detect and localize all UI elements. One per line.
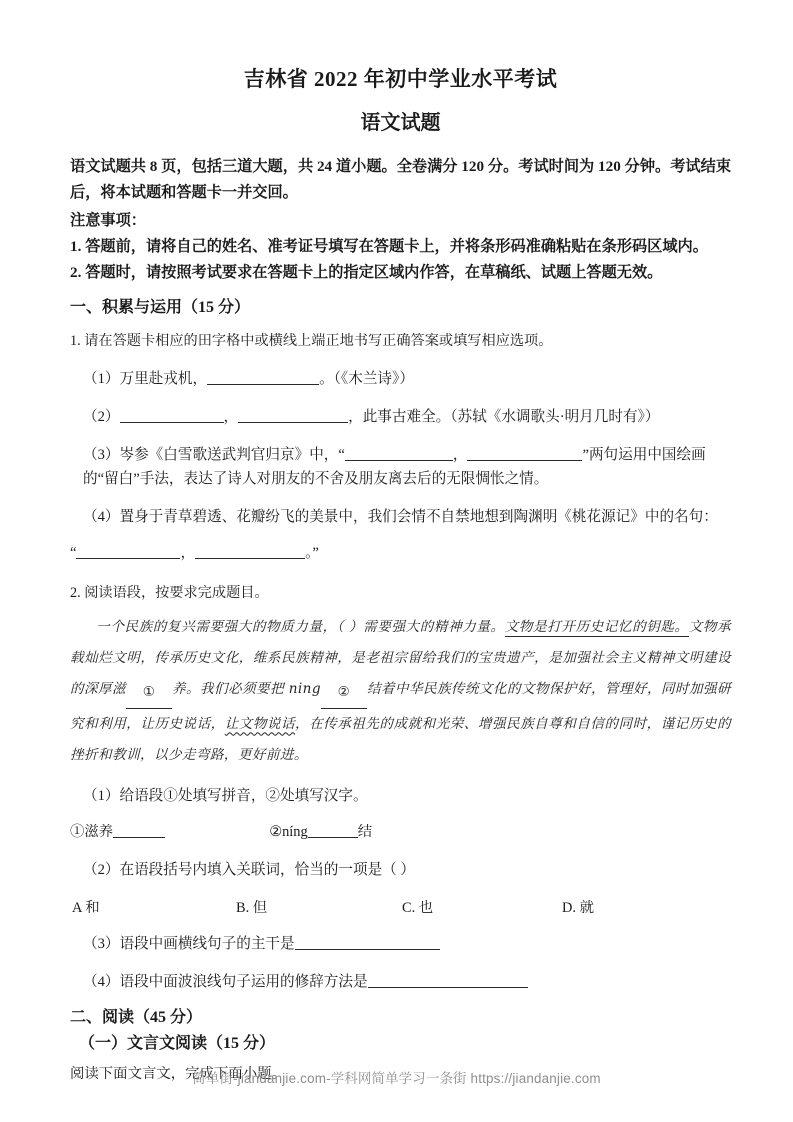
passage-part-4: 结着中华民族传统文化的文物保护好，管理好，同时加强研究和利用，让历史说话， xyxy=(70,681,731,733)
passage-part-1: 一个民族的复兴需要强大的物质力量，（ ）需要强大的精神力量。 xyxy=(96,619,505,636)
exam-intro-text: 语文试题共 8 页，包括三道大题，共 24 道小题。全卷满分 120 分。考试时间为 120 分钟。考试结束后，将本试题和答题卡一并交回。 xyxy=(70,157,731,201)
answer-blank[interactable] xyxy=(76,558,180,559)
question-2-sub-2: （2）在语段括号内填入关联词，恰当的一项是（ ） xyxy=(83,861,416,878)
q1-item1-suffix: 。（《木兰诗》） xyxy=(319,370,414,387)
passage-part-3: 养。我们必须要把 ning xyxy=(172,681,321,698)
section-two-sub-heading: （一）文言文阅读（15 分） xyxy=(79,1035,276,1053)
notice-item-1: 1. 答题前，请将自己的姓名、准考证号填写在答题卡上，并将条形码准确粘贴在条形码区域内。 xyxy=(70,237,708,255)
question-2-sub-3 xyxy=(70,933,731,956)
answer-blank[interactable] xyxy=(113,837,165,838)
passage-underlined-sentence: 文物是打开历史记忆的钥匙。 xyxy=(504,619,689,636)
answer-blank[interactable] xyxy=(295,949,440,950)
fill-2-label: ②níng xyxy=(269,823,308,840)
question-1-item-2 xyxy=(70,406,731,429)
question-1-stem: 1. 请在答题卡相应的田字格中或横线上端正地书写正确答案或填写相应选项。 xyxy=(70,332,553,349)
q1-item4-stem: （4）置身于青草碧透、花瓣纷飞的美景中，我们会情不自禁地想到陶渊明《桃花源记》中的名句： xyxy=(83,508,718,525)
question-2-options xyxy=(70,896,731,918)
question-1-item-4 xyxy=(70,506,731,529)
option-c[interactable]: C. 也 xyxy=(402,899,434,916)
section-two-heading: 二、阅读（45 分） xyxy=(70,1008,203,1026)
q1-item4-quote-close: 。” xyxy=(305,545,319,562)
footer-watermark: 简单街-jiandanjie.com-学科网简单学习一条街 https://jiandanjie.com xyxy=(192,1071,601,1086)
question-1-item-4-blanks xyxy=(70,542,731,565)
notice-item-2: 2. 答题时，请按照考试要求在答题卡上的指定区域内作答，在草稿纸、试题上答题无效。 xyxy=(70,264,663,282)
q1-item3-prefix: （3）岑参《白雪歌送武判官归京》中，“ xyxy=(83,447,345,464)
answer-blank[interactable] xyxy=(308,837,358,838)
question-2-sub-4 xyxy=(70,971,731,994)
q1-item2-suffix: ，此事古难全。（苏轼《水调歌头·明月几时有》） xyxy=(348,408,660,425)
q1-item4-quote-open: “ xyxy=(70,545,77,562)
q1-item1-prefix: （1）万里赴戎机， xyxy=(83,370,208,387)
q1-item3-suffix: ”两句运用中国绘画的“留白”手法，表达了诗人对朋友的不舍及朋友离去后的无限惆怅之情。 xyxy=(83,447,706,487)
q1-item4-mid: ， xyxy=(180,545,196,562)
option-d[interactable]: D. 就 xyxy=(562,899,594,916)
answer-blank[interactable] xyxy=(467,460,582,461)
answer-blank[interactable] xyxy=(195,558,305,559)
question-2-stem: 2. 阅读语段，按要求完成题目。 xyxy=(70,584,269,601)
page-title: 吉林省 2022 年初中学业水平考试 xyxy=(243,67,558,91)
section-one-heading: 一、积累与运用（15 分） xyxy=(70,299,251,317)
answer-blank[interactable] xyxy=(207,384,319,385)
q1-item2-prefix: （2） xyxy=(83,408,120,425)
passage-blank-1[interactable]: ① xyxy=(126,677,172,709)
option-b[interactable]: B. 但 xyxy=(236,899,268,916)
fill-2-suffix: 结 xyxy=(357,823,373,840)
passage-blank-2[interactable]: ② xyxy=(321,677,367,709)
question-1-item-3 xyxy=(70,444,731,491)
answer-blank[interactable] xyxy=(345,460,453,461)
q1-item2-mid: ， xyxy=(223,408,239,425)
option-a[interactable]: A 和 xyxy=(72,899,100,916)
answer-blank[interactable] xyxy=(368,987,528,988)
answer-blank[interactable] xyxy=(120,422,224,423)
passage-wavy-sentence: 让文物说话 xyxy=(224,716,296,733)
question-2-sub-1: （1）给语段①处填写拼音，②处填写汉字。 xyxy=(83,788,368,805)
section-two-instruction: 阅读下面文言文，完成下面小题。 xyxy=(70,1065,286,1082)
answer-blank[interactable] xyxy=(238,422,348,423)
q1-item3-mid: ， xyxy=(452,447,468,464)
fill-1-label: ①滋养 xyxy=(70,823,114,840)
page-subtitle: 语文试题 xyxy=(360,111,441,134)
question-2-passage xyxy=(70,612,731,771)
notice-heading: 注意事项： xyxy=(70,211,146,229)
q2-sub3-text: （3）语段中画横线句子的主干是 xyxy=(83,935,295,952)
q2-sub4-text: （4）语段中面波浪线句子运用的修辞方法是 xyxy=(83,974,368,991)
passage-part-2: 文物承载灿烂文明，传承历史文化，维系民族精神，是老祖宗留给我们的宝贵遗产，是加强社会主义精神文明建设的深厚滋 xyxy=(70,619,731,698)
question-1-item-1 xyxy=(70,368,731,391)
passage-part-5: ，在传承祖先的成就和光荣、增强民族自尊和自信的同时，谨记历史的挫折和教训，以少走弯路，更好前进。 xyxy=(70,716,731,764)
question-2-fill-row xyxy=(70,821,731,844)
